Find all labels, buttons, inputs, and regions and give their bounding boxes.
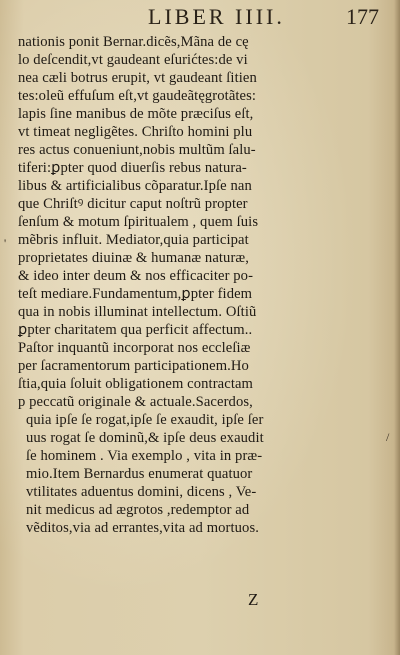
text-line: lo deſcendit,vt gaudeant eſurićtes:de vi [18, 52, 248, 68]
text-line: qua in nobis illuminat intellectum. Oſtiũ [18, 304, 257, 320]
text-line: p peccatũ originale & actuale.Sacerdos, [18, 394, 253, 410]
text-line: nea cæli botrus erupit, vt gaudeant ſitien [18, 70, 257, 86]
text-line: Paſtor inquantũ incorporat nos eccleſiæ [18, 340, 251, 356]
text-line: res actus conueniunt,nobis multũm ſalu- [18, 142, 256, 158]
signature-mark: Z [248, 590, 259, 609]
text-line: vẽditos,via ad errantes,vita ad mortuos. [26, 520, 259, 536]
running-title: LIBER IIII. [148, 4, 285, 29]
text-line: ſe hominem . Via exemplo , vita in præ- [26, 448, 263, 464]
text-line: proprietates diuinæ & humanæ naturæ, [18, 250, 249, 266]
margin-mark: ' [4, 236, 7, 250]
text-line: tes:oleũ effuſum eſt,vt gaudeãtęgrotãtes: [18, 88, 257, 104]
text-line: mẽbris influit. Mediator,quia participat [18, 232, 249, 248]
text-line: mio.Item Bernardus enumerat quatuor [26, 466, 253, 482]
text-line: nationis ponit Bernar.dicẽs,Mãna de cę [18, 34, 249, 50]
text-line: ꝑpter charitatem qua perficit affectum.. [18, 322, 253, 338]
margin-mark: / [386, 430, 390, 444]
text-line: vt timeat negligẽtes. Chriſto homini plu [18, 124, 253, 140]
text-line: ſtia,quia ſoluit obligationem contractam [18, 376, 254, 392]
text-line: uus rogat ſe dominũ,& ipſe deus exaudit [26, 430, 264, 446]
text-line: que Chriſtꝰ dicitur caput noſtrũ propter [18, 196, 248, 212]
text-line: per ſacramentorum participationem.Ho [18, 358, 249, 374]
text-line: tiferi:ꝑpter quod diuerſis rebus natura- [18, 160, 247, 176]
text-line: ſenſum & motum ſpiritualem , quem ſuis [18, 214, 259, 230]
running-head [0, 2, 400, 28]
text-line: nit medicus ad ægrotos ,redemptor ad [26, 502, 250, 518]
text-line: libus & artificialibus cõparatur.Ipſe nan [18, 178, 252, 194]
text-line: lapis ſine manibus de mõte præciſus eſt, [18, 106, 254, 122]
text-line: vtilitates aduentus domini, dicens , Ve- [26, 484, 257, 500]
text-line: quia ipſe ſe rogat,ipſe ſe exaudit, ipſe ſer [26, 412, 264, 428]
page-number: 177 [346, 4, 379, 29]
text-line: teſt mediare.Fundamentum,ꝑpter fidem [18, 286, 253, 302]
text-line: & ideo inter deum & nos efficaciter po- [18, 268, 254, 284]
